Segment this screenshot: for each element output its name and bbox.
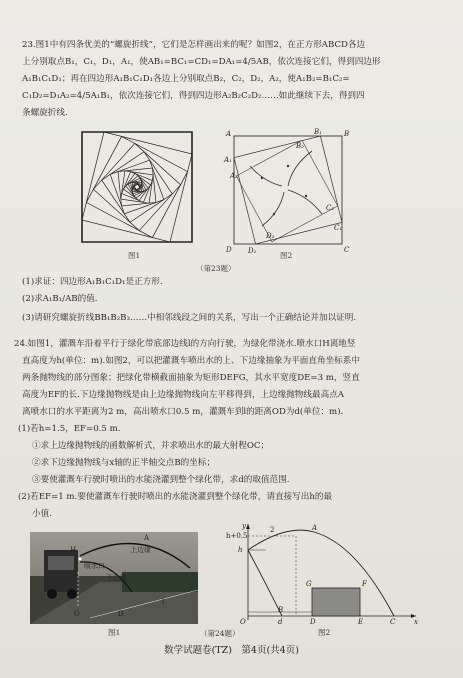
q24-figure-2-graph [226,520,422,624]
q24-figure-1-photo [30,532,198,624]
photo-label-upper-edge: 上边缘 [130,546,151,554]
fig2-label-C1: C₁ [334,224,343,232]
photo-label-l: l [162,598,165,606]
graph-label-B: B [278,606,284,614]
spiral-square [86,136,187,237]
q23-question-caption: （第23题） [196,264,236,273]
q23-line-1: 23.图1中有四条优美的“螺旋折线”，它们是怎样画出来的呢？如图2，在正方形ABCD各边 [22,40,366,50]
q24-fig1-caption: 图1 [108,628,121,637]
q23-figure-2-square [222,126,352,256]
photo-label-O: O [74,610,80,618]
q23-line-3: A₁B₁C₁D₁；再在四边形A₁B₁C₁D₁各边上分别取点B₂，C₂，D₂，A₂，使A₁B₂=B₁C₂= [22,74,350,84]
fig2-label-B: B [344,130,350,138]
q24-line-10: (2)若EF=1 m.要使灌溉车行驶时喷出的水能浇灌到整个绿化带，请直接写出h的最 [18,492,333,502]
q24-line-6: (1)若h=1.5，EF=0.5 m. [18,424,121,434]
q24-question-caption: （第24题） [200,629,240,638]
q24-line-2: 直高度为h(单位：m).如图2，可以把灌溉车喷出水的上、下边缘抽象为平面直角坐标系中 [22,356,360,366]
q23-fig1-caption: 图1 [128,251,141,260]
spiral-square [126,176,149,199]
fig2-label-B2: B₂ [296,142,304,150]
spiral-square [123,173,150,200]
graph-label-A: A [312,524,318,532]
graph-label-F: F [362,580,367,588]
q23-sub-1: (1)求证：四边形A₁B₁C₁D₁是正方形. [22,277,163,287]
q24-line-4: 高度为EF的长.下边缘抛物线是由上边缘抛物线向左平移得到，上边缘抛物线最高点A [22,390,344,400]
graph-label-D: D [310,618,316,624]
spiral-square [82,132,192,242]
q24-line-3: 两条抛物线的部分图象；把绿化带横截面抽象为矩形DEFG，其水平宽度DE=3 m，竖直 [22,373,360,383]
fig2-label-D1: D₁ [248,247,257,255]
fig2-label-D2: D₂ [266,232,275,240]
graph-label-C: C [390,618,396,624]
fig2-label-C: C [344,246,350,254]
spiral-square [128,178,146,196]
q24-fig2-caption: 图2 [318,628,331,637]
q24-line-5: 离喷水口的水平距离为2 m，高出喷水口0.5 m，灌溉车到l的距离OD为d(单位：m). [22,407,344,417]
q23-fig2-caption: 图2 [280,251,293,260]
spiral-square [118,168,156,206]
spiral-square [110,160,164,214]
q24-line-8: ②求下边缘抛物线与x轴的正半轴交点B的坐标； [32,458,216,468]
graph-label-y: y [242,522,246,530]
graph-label-2: 2 [270,526,275,534]
fig2-label-A2: A₂ [230,172,238,180]
q23-sub-2: (2)求A₁B₁/AB的值. [22,294,98,304]
graph-label-h-plus: h+0.5 [226,532,248,540]
q24-line-1: 24.如图1，灌溉车沿着平行于绿化带底部边线l的方向行驶，为绿化带浇水.喷水口H离地竖 [14,339,356,349]
fig2-label-D: D [226,246,232,254]
graph-label-h: h [238,546,243,554]
fig2-label-A1: A₁ [224,156,232,164]
graph-label-E: E [358,618,364,624]
photo-label-A: A [144,534,150,542]
q23-line-2: 上分别取点B₁，C₁，D₁，A₁，使AB₁=BC₁=CD₁=DA₁=4/5AB，依次连接它们，得到四边形 [22,57,381,67]
photo-label-D: D [118,610,124,618]
graph-label-G: G [306,580,312,588]
fig2-label-C2: C₂ [326,204,335,212]
q23-sub-3: (3)请研究螺旋折线BB₁B₂B₃……中相邻线段之间的关系，写出一个正确结论并加以证明. [22,313,357,323]
photo-label-nozzle: 喷水口 [84,562,105,570]
q23-figure-1-spiral [78,128,196,246]
q24-line-7: ①求上边缘抛物线的函数解析式，并求喷出水的最大射程OC； [32,441,270,451]
fig2-label-B1: B₁ [314,128,322,136]
graph-label-x: x [414,618,418,624]
q23-line-5: 条螺旋折线. [22,108,68,118]
page-footer: 数学试题卷(TZ) 第4页(共4页) [164,645,299,656]
spiral-square [82,132,192,242]
photo-label-H: H [70,546,77,554]
spiral-square [121,171,153,203]
spiral-square [102,152,173,223]
graph-label-O: O [240,618,246,624]
photo-label-lower-edge: 下边缘 [106,574,127,582]
graph-label-d: d [278,618,283,624]
fig2-label-A: A [226,130,232,138]
q24-line-11: 小值. [32,509,52,519]
q23-line-4: C₁D₂=D₁A₂=4/5A₁B₁，依次连接它们，得到四边形A₂B₂C₂D₂……如此继续下去，得到四 [22,91,365,101]
q24-line-9: ③要使灌溉车行驶时喷出的水能浇灌到整个绿化带，求d的取值范围. [32,475,290,485]
